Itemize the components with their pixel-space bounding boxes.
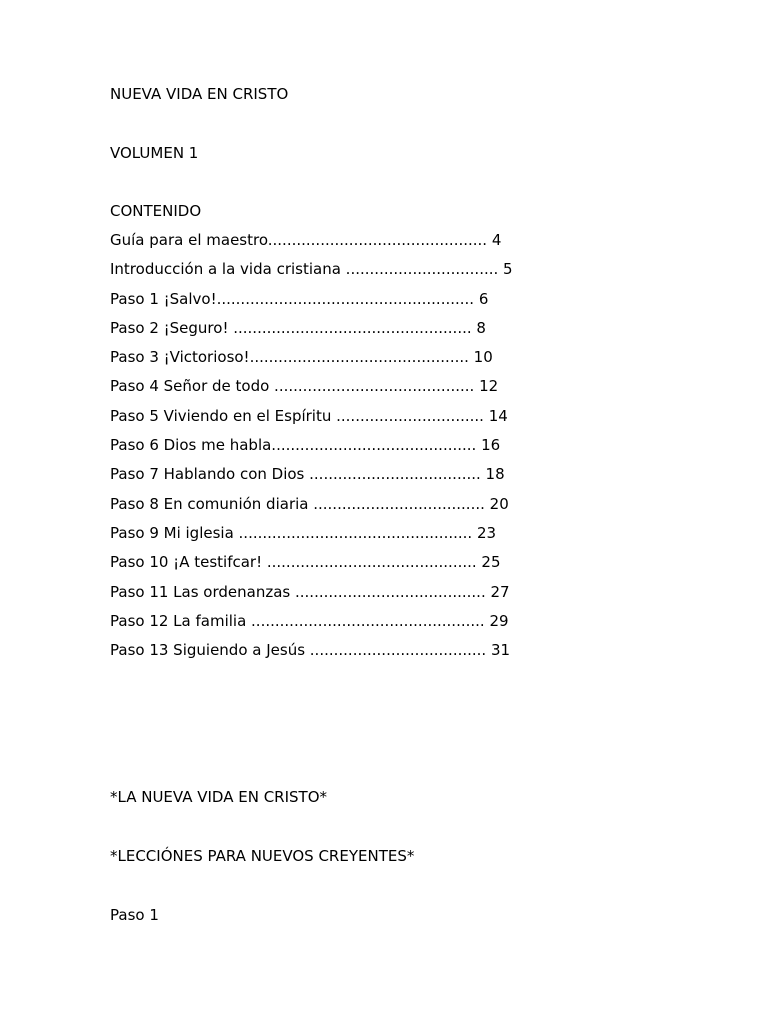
toc-entry: Paso 7 Hablando con Dios .................................... 18: [110, 465, 505, 484]
toc-entry: Paso 13 Siguiendo a Jesús ..................................... 31: [110, 641, 511, 660]
toc-entry: Guía para el maestro.............................................. 4: [110, 231, 502, 249]
toc-entry: Introducción a la vida cristiana ................................ 5: [110, 260, 513, 279]
toc-entry: Paso 11 Las ordenanzas ........................................ 27: [110, 582, 510, 601]
section-subtitle: *LECCIÓNES PARA NUEVOS CREYENTES*: [110, 847, 415, 865]
table-of-contents: [110, 230, 513, 669]
toc-entry: Paso 4 Señor de todo .......................................... 12: [110, 377, 499, 396]
section-title: *LA NUEVA VIDA EN CRISTO*: [110, 788, 328, 806]
toc-entry: Paso 9 Mi iglesia ................................................. 23: [110, 523, 497, 542]
toc-entry: Paso 6 Dios me habla........................................... 16: [110, 436, 501, 455]
toc-entry: Paso 12 La familia ................................................. 29: [110, 611, 509, 630]
contents-heading: CONTENIDO: [110, 202, 202, 220]
toc-entry: Paso 2 ¡Seguro! .................................................. 8: [110, 318, 486, 337]
toc-entry: Paso 1 ¡Salvo!...................................................... 6: [110, 289, 489, 308]
volume-label: VOLUMEN 1: [110, 144, 199, 162]
step-label: Paso 1: [110, 906, 159, 924]
toc-entry: Paso 8 En comunión diaria .................................... 20: [110, 494, 509, 513]
document-title: NUEVA VIDA EN CRISTO: [110, 85, 289, 103]
toc-entry: Paso 3 ¡Victorioso!.............................................. 10: [110, 348, 493, 367]
toc-entry: Paso 5 Viviendo en el Espíritu ............................... 14: [110, 406, 508, 425]
toc-entry: Paso 10 ¡A testifcar! ............................................ 25: [110, 553, 501, 572]
